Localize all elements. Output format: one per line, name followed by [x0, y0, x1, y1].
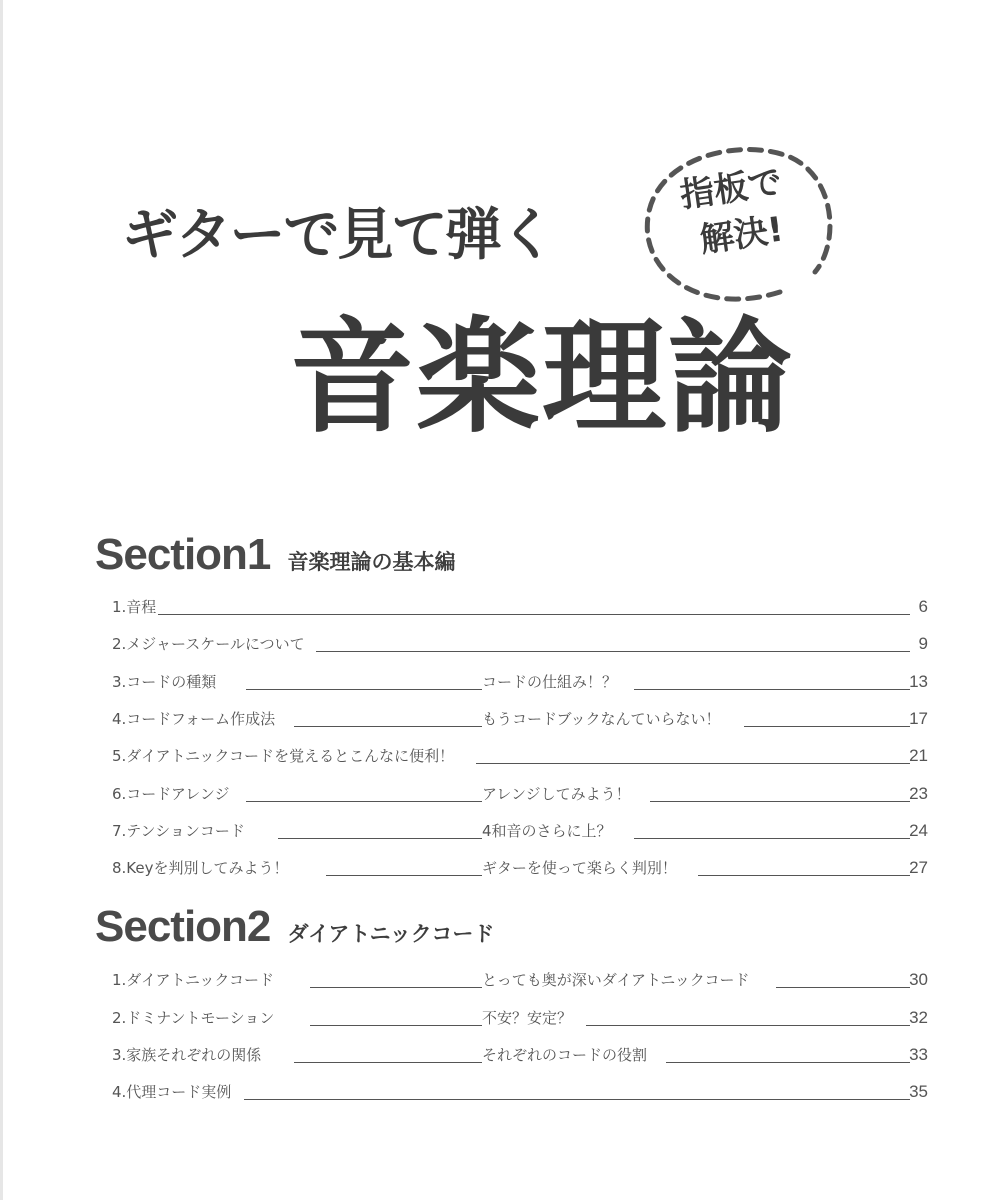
section-1-heading	[95, 530, 455, 580]
toc-entry[interactable]	[112, 1045, 928, 1071]
toc-entry-title: 3.コードの種類	[112, 673, 217, 691]
page-edge	[0, 0, 3, 1200]
section-subtitle: 音楽理論の基本編	[287, 550, 456, 574]
leader-line	[246, 801, 482, 802]
leader-line	[244, 1099, 910, 1100]
leader-line	[326, 875, 482, 876]
section-title: Section1	[95, 530, 271, 579]
book-subtitle: ギターで見て弾く	[122, 203, 554, 268]
toc-entry-title: 5.ダイアトニックコードを覚えるとこんなに便利！	[112, 747, 455, 765]
toc-page-number: 21	[909, 746, 928, 765]
toc-entry-subtitle: 不安？安定？	[482, 1009, 573, 1027]
toc-entry-title: 1.音程	[112, 598, 157, 616]
leader-line	[294, 726, 482, 727]
toc-entry-subtitle: それぞれのコードの役割	[482, 1046, 648, 1064]
leader-line	[650, 801, 910, 802]
toc-page-number: 23	[909, 784, 928, 803]
toc-entry[interactable]	[112, 784, 928, 810]
toc-entry-subtitle: もうコードブックなんていらない！	[482, 710, 721, 728]
toc-entry-subtitle: アレンジしてみよう！	[482, 785, 631, 803]
toc-entry[interactable]	[112, 821, 928, 847]
leader-line	[310, 987, 482, 988]
toc-entry-title: 6.コードアレンジ	[112, 785, 230, 803]
toc-entry-title: 4.代理コード実例	[112, 1083, 232, 1101]
toc-entry[interactable]	[112, 672, 928, 698]
toc-page-number: 35	[909, 1082, 928, 1101]
leader-line	[698, 875, 910, 876]
leader-line	[634, 838, 910, 839]
toc-entry-title: 2.ドミナントモーション	[112, 1009, 275, 1027]
toc-page-number: 24	[909, 821, 928, 840]
toc-entry[interactable]	[112, 634, 928, 660]
toc-entry-subtitle: 4和音のさらに上？	[482, 822, 612, 840]
section-title: Section2	[95, 902, 271, 951]
toc-page-number: 9	[918, 634, 928, 653]
toc-entry-title: 7.テンションコード	[112, 822, 245, 840]
leader-line	[294, 1062, 482, 1063]
stamp-text-line2: 解決!	[697, 209, 786, 261]
toc-entry[interactable]	[112, 746, 928, 772]
toc-page-number: 17	[909, 709, 928, 728]
book-title: 音楽理論	[290, 306, 795, 450]
leader-line	[586, 1025, 910, 1026]
stamp-badge	[640, 132, 840, 312]
leader-line	[278, 838, 482, 839]
toc-entry-title: 3.家族それぞれの関係	[112, 1046, 262, 1064]
stamp-text-line1: 指板で	[677, 162, 785, 216]
toc-entry[interactable]	[112, 858, 928, 884]
toc-entry-title: 8.Keyを判別してみよう！	[112, 859, 289, 877]
section-subtitle: ダイアトニックコード	[287, 922, 495, 946]
toc-entry-subtitle: コードの仕組み！？	[482, 673, 618, 691]
leader-line	[634, 689, 910, 690]
leader-line	[316, 651, 910, 652]
toc-entry[interactable]	[112, 597, 928, 623]
leader-line	[310, 1025, 482, 1026]
toc-page-number: 33	[909, 1045, 928, 1064]
toc-entry-subtitle: とっても奥が深いダイアトニックコード	[482, 971, 750, 989]
toc-entry-title: 2.メジャースケールについて	[112, 635, 305, 653]
toc-page-number: 32	[909, 1008, 928, 1027]
leader-line	[744, 726, 910, 727]
toc-entry[interactable]	[112, 1082, 928, 1108]
toc-entry-title: 1.ダイアトニックコード	[112, 971, 275, 989]
section-2-heading	[95, 902, 494, 952]
toc-entry[interactable]	[112, 1008, 928, 1034]
toc-entry[interactable]	[112, 709, 928, 735]
toc-page-number: 30	[909, 970, 928, 989]
toc-entry[interactable]	[112, 970, 928, 996]
toc-page-number: 27	[909, 858, 928, 877]
toc-entry-title: 4.コードフォーム作成法	[112, 710, 276, 728]
leader-line	[776, 987, 910, 988]
toc-page-number: 13	[909, 672, 928, 691]
toc-page-number: 6	[918, 597, 928, 616]
leader-line	[158, 614, 910, 615]
leader-line	[666, 1062, 910, 1063]
leader-line	[476, 763, 910, 764]
toc-entry-subtitle: ギターを使って楽らく判別！	[482, 859, 677, 877]
leader-line	[246, 689, 482, 690]
